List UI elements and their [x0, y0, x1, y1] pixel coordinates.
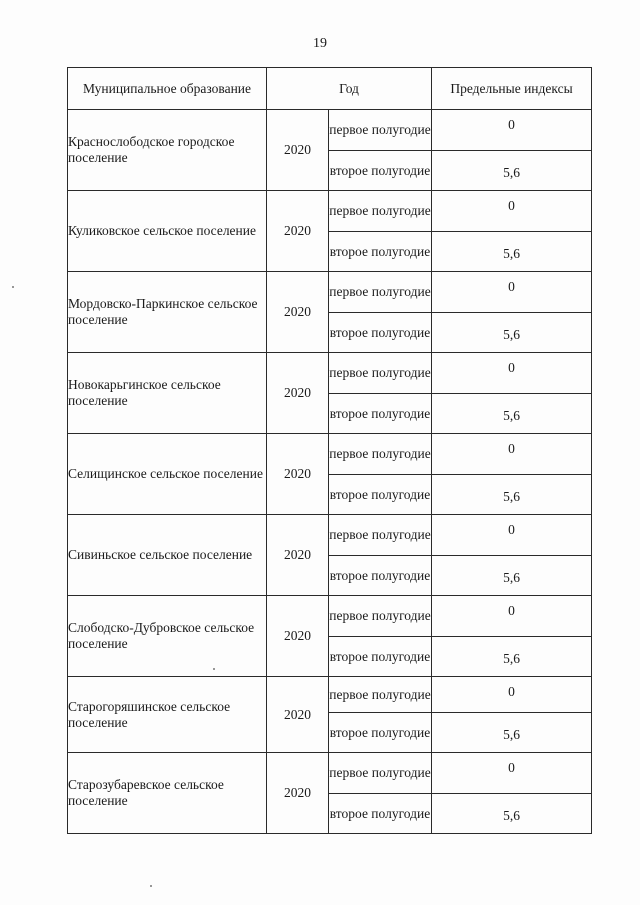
municipality-name: Старозубаревское сельское поселение [68, 753, 267, 834]
index-value: 5,6 [432, 794, 592, 834]
period-cell: первое полугодие [329, 434, 432, 475]
year-cell: 2020 [267, 110, 329, 191]
scan-speck [12, 286, 14, 288]
header-year: Год [267, 68, 432, 110]
period-cell: второе полугодие [329, 794, 432, 834]
municipality-name: Мордовско-Паркинское сельское поселение [68, 272, 267, 353]
municipality-name: Селищинское сельское поселение [68, 434, 267, 515]
table-row [68, 434, 592, 475]
index-value: 0 [432, 596, 592, 637]
table-row [68, 272, 592, 313]
index-value: 0 [432, 515, 592, 556]
table-row [68, 353, 592, 394]
municipality-name: Новокарьгинское сельское поселение [68, 353, 267, 434]
period-cell: первое полугодие [329, 353, 432, 394]
period-cell: первое полугодие [329, 110, 432, 151]
index-value: 5,6 [432, 713, 592, 753]
index-value: 5,6 [432, 394, 592, 434]
period-cell: второе полугодие [329, 313, 432, 353]
index-value: 0 [432, 110, 592, 151]
index-value: 5,6 [432, 313, 592, 353]
scan-speck [213, 668, 215, 670]
municipality-name: Слободско-Дубровское сельское поселение [68, 596, 267, 677]
header-municipality: Муниципальное образование [68, 68, 267, 110]
header-indices: Предельные индексы [432, 68, 592, 110]
period-cell: второе полугодие [329, 394, 432, 434]
index-value: 5,6 [432, 637, 592, 677]
municipality-name: Куликовское сельское поселение [68, 191, 267, 272]
year-cell: 2020 [267, 677, 329, 753]
index-value: 5,6 [432, 151, 592, 191]
header-row [68, 68, 592, 110]
index-value: 0 [432, 191, 592, 232]
table-row [68, 596, 592, 637]
period-cell: первое полугодие [329, 677, 432, 713]
year-cell: 2020 [267, 753, 329, 834]
page-number: 19 [313, 36, 327, 51]
period-cell: второе полугодие [329, 556, 432, 596]
table-row [68, 677, 592, 713]
table-row [68, 110, 592, 151]
year-cell: 2020 [267, 596, 329, 677]
period-cell: первое полугодие [329, 753, 432, 794]
period-cell: первое полугодие [329, 596, 432, 637]
year-cell: 2020 [267, 353, 329, 434]
year-cell: 2020 [267, 272, 329, 353]
period-cell: второе полугодие [329, 637, 432, 677]
index-value: 5,6 [432, 556, 592, 596]
index-value: 0 [432, 272, 592, 313]
table-row [68, 191, 592, 232]
municipality-name: Старогоряшинское сельское поселение [68, 677, 267, 753]
year-cell: 2020 [267, 515, 329, 596]
index-value: 0 [432, 677, 592, 713]
table-body [68, 110, 592, 834]
index-value: 0 [432, 353, 592, 394]
period-cell: второе полугодие [329, 713, 432, 753]
table-row [68, 753, 592, 794]
index-value: 0 [432, 434, 592, 475]
index-value: 5,6 [432, 232, 592, 272]
year-cell: 2020 [267, 434, 329, 515]
indices-table [67, 67, 592, 834]
period-cell: первое полугодие [329, 191, 432, 232]
index-value: 0 [432, 753, 592, 794]
year-cell: 2020 [267, 191, 329, 272]
municipality-name: Краснослободское городское поселение [68, 110, 267, 191]
period-cell: первое полугодие [329, 272, 432, 313]
municipality-name: Сивиньское сельское поселение [68, 515, 267, 596]
period-cell: второе полугодие [329, 151, 432, 191]
period-cell: второе полугодие [329, 232, 432, 272]
period-cell: первое полугодие [329, 515, 432, 556]
index-value: 5,6 [432, 475, 592, 515]
period-cell: второе полугодие [329, 475, 432, 515]
table-row [68, 515, 592, 556]
scan-speck [150, 885, 152, 887]
